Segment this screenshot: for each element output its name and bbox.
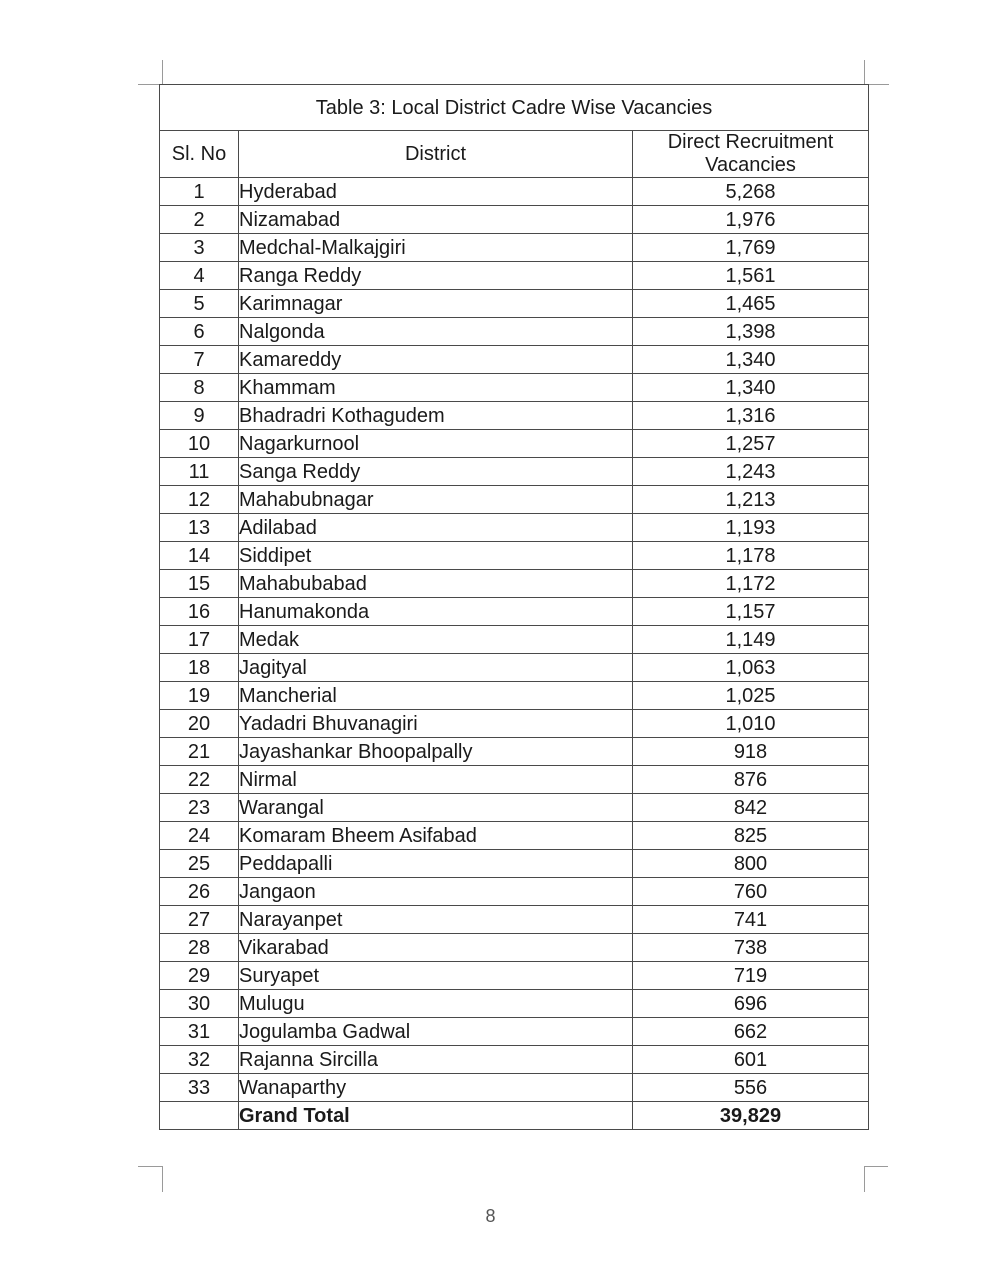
row-district: Jangaon <box>239 878 633 906</box>
row-district: Warangal <box>239 794 633 822</box>
row-district: Adilabad <box>239 514 633 542</box>
row-sl-no: 10 <box>160 430 239 458</box>
row-vacancies: 876 <box>633 766 869 794</box>
table-row <box>160 542 869 570</box>
row-sl-no: 9 <box>160 402 239 430</box>
row-sl-no: 32 <box>160 1046 239 1074</box>
row-vacancies: 738 <box>633 934 869 962</box>
row-vacancies: 800 <box>633 850 869 878</box>
grand-total-row <box>160 1102 869 1130</box>
row-district: Wanaparthy <box>239 1074 633 1102</box>
table-row <box>160 514 869 542</box>
row-sl-no: 17 <box>160 626 239 654</box>
row-sl-no: 20 <box>160 710 239 738</box>
row-sl-no: 16 <box>160 598 239 626</box>
row-district: Narayanpet <box>239 906 633 934</box>
row-sl-no: 15 <box>160 570 239 598</box>
table-row <box>160 878 869 906</box>
row-district: Karimnagar <box>239 290 633 318</box>
table-row <box>160 318 869 346</box>
row-district: Mahabubabad <box>239 570 633 598</box>
row-vacancies: 1,257 <box>633 430 869 458</box>
row-vacancies: 1,465 <box>633 290 869 318</box>
row-district: Ranga Reddy <box>239 262 633 290</box>
row-district: Hyderabad <box>239 178 633 206</box>
table-row <box>160 850 869 878</box>
row-vacancies: 918 <box>633 738 869 766</box>
row-district: Siddipet <box>239 542 633 570</box>
row-vacancies: 1,316 <box>633 402 869 430</box>
table-header-row <box>160 131 869 178</box>
row-vacancies: 760 <box>633 878 869 906</box>
row-sl-no: 24 <box>160 822 239 850</box>
row-sl-no: 23 <box>160 794 239 822</box>
row-district: Peddapalli <box>239 850 633 878</box>
row-district: Mulugu <box>239 990 633 1018</box>
row-district: Suryapet <box>239 962 633 990</box>
vacancies-table <box>159 84 869 1130</box>
row-district: Nizamabad <box>239 206 633 234</box>
table-body <box>160 178 869 1102</box>
header-vacancies-line1: Direct Recruitment <box>667 131 834 153</box>
table-row <box>160 654 869 682</box>
table-row <box>160 346 869 374</box>
row-sl-no: 21 <box>160 738 239 766</box>
row-vacancies: 825 <box>633 822 869 850</box>
row-sl-no: 19 <box>160 682 239 710</box>
crop-mark-bottom-right-vertical <box>864 1166 865 1192</box>
row-district: Jayashankar Bhoopalpally <box>239 738 633 766</box>
row-vacancies: 556 <box>633 1074 869 1102</box>
table-row <box>160 794 869 822</box>
table-row <box>160 1074 869 1102</box>
crop-mark-bottom-left-vertical <box>162 1166 163 1192</box>
row-vacancies: 741 <box>633 906 869 934</box>
row-vacancies: 1,213 <box>633 486 869 514</box>
table-row <box>160 430 869 458</box>
table-row <box>160 766 869 794</box>
grand-total-sl <box>160 1102 239 1130</box>
row-vacancies: 1,149 <box>633 626 869 654</box>
table-row <box>160 682 869 710</box>
table-row <box>160 402 869 430</box>
header-district: District <box>239 131 633 178</box>
row-vacancies: 1,010 <box>633 710 869 738</box>
table-caption: Table 3: Local District Cadre Wise Vacancies <box>160 85 869 131</box>
row-vacancies: 1,340 <box>633 346 869 374</box>
table-caption-row <box>160 85 869 131</box>
row-sl-no: 33 <box>160 1074 239 1102</box>
crop-mark-bottom-left-horizontal <box>138 1166 162 1167</box>
row-district: Mancherial <box>239 682 633 710</box>
row-sl-no: 4 <box>160 262 239 290</box>
row-vacancies: 1,398 <box>633 318 869 346</box>
row-district: Kamareddy <box>239 346 633 374</box>
row-vacancies: 696 <box>633 990 869 1018</box>
table-row <box>160 934 869 962</box>
row-vacancies: 1,063 <box>633 654 869 682</box>
row-district: Mahabubnagar <box>239 486 633 514</box>
table-row <box>160 598 869 626</box>
row-sl-no: 3 <box>160 234 239 262</box>
row-vacancies: 1,172 <box>633 570 869 598</box>
row-vacancies: 842 <box>633 794 869 822</box>
row-district: Nirmal <box>239 766 633 794</box>
crop-mark-bottom-right-horizontal <box>864 1166 888 1167</box>
row-vacancies: 1,157 <box>633 598 869 626</box>
row-sl-no: 5 <box>160 290 239 318</box>
row-sl-no: 12 <box>160 486 239 514</box>
row-district: Medchal-Malkajgiri <box>239 234 633 262</box>
row-sl-no: 31 <box>160 1018 239 1046</box>
row-sl-no: 28 <box>160 934 239 962</box>
row-sl-no: 13 <box>160 514 239 542</box>
row-sl-no: 2 <box>160 206 239 234</box>
page-number: 8 <box>485 1206 496 1226</box>
row-district: Sanga Reddy <box>239 458 633 486</box>
table-row <box>160 234 869 262</box>
table-row <box>160 262 869 290</box>
row-vacancies: 1,025 <box>633 682 869 710</box>
row-sl-no: 1 <box>160 178 239 206</box>
row-sl-no: 26 <box>160 878 239 906</box>
row-vacancies: 1,769 <box>633 234 869 262</box>
table-row <box>160 906 869 934</box>
crop-mark-top-left-vertical <box>162 60 163 84</box>
row-sl-no: 22 <box>160 766 239 794</box>
row-district: Nagarkurnool <box>239 430 633 458</box>
row-vacancies: 601 <box>633 1046 869 1074</box>
table-row <box>160 570 869 598</box>
table-row <box>160 738 869 766</box>
row-sl-no: 25 <box>160 850 239 878</box>
row-vacancies: 1,243 <box>633 458 869 486</box>
row-district: Medak <box>239 626 633 654</box>
row-district: Jagityal <box>239 654 633 682</box>
table-row <box>160 1018 869 1046</box>
table-row <box>160 710 869 738</box>
row-sl-no: 8 <box>160 374 239 402</box>
row-vacancies: 1,340 <box>633 374 869 402</box>
grand-total-label: Grand Total <box>239 1102 633 1130</box>
header-vacancies-line2: Vacancies <box>705 154 796 176</box>
grand-total-value: 39,829 <box>633 1102 869 1130</box>
row-vacancies: 719 <box>633 962 869 990</box>
row-sl-no: 6 <box>160 318 239 346</box>
row-vacancies: 1,178 <box>633 542 869 570</box>
row-district: Komaram Bheem Asifabad <box>239 822 633 850</box>
table-row <box>160 822 869 850</box>
row-district: Nalgonda <box>239 318 633 346</box>
crop-mark-top-right-vertical <box>864 60 865 84</box>
table-row <box>160 626 869 654</box>
row-vacancies: 1,976 <box>633 206 869 234</box>
row-sl-no: 7 <box>160 346 239 374</box>
table-row <box>160 1046 869 1074</box>
row-district: Rajanna Sircilla <box>239 1046 633 1074</box>
table-row <box>160 290 869 318</box>
row-sl-no: 14 <box>160 542 239 570</box>
table-row <box>160 990 869 1018</box>
row-vacancies: 1,193 <box>633 514 869 542</box>
header-vacancies <box>633 131 869 178</box>
table-row <box>160 374 869 402</box>
row-district: Jogulamba Gadwal <box>239 1018 633 1046</box>
header-sl-no: Sl. No <box>160 131 239 178</box>
row-sl-no: 30 <box>160 990 239 1018</box>
table-row <box>160 486 869 514</box>
table-row <box>160 962 869 990</box>
row-district: Hanumakonda <box>239 598 633 626</box>
row-district: Khammam <box>239 374 633 402</box>
row-district: Bhadradri Kothagudem <box>239 402 633 430</box>
row-sl-no: 11 <box>160 458 239 486</box>
table-row <box>160 178 869 206</box>
row-district: Vikarabad <box>239 934 633 962</box>
row-sl-no: 27 <box>160 906 239 934</box>
row-vacancies: 1,561 <box>633 262 869 290</box>
table-row <box>160 458 869 486</box>
row-vacancies: 5,268 <box>633 178 869 206</box>
row-sl-no: 18 <box>160 654 239 682</box>
row-vacancies: 662 <box>633 1018 869 1046</box>
row-sl-no: 29 <box>160 962 239 990</box>
table-row <box>160 206 869 234</box>
row-district: Yadadri Bhuvanagiri <box>239 710 633 738</box>
